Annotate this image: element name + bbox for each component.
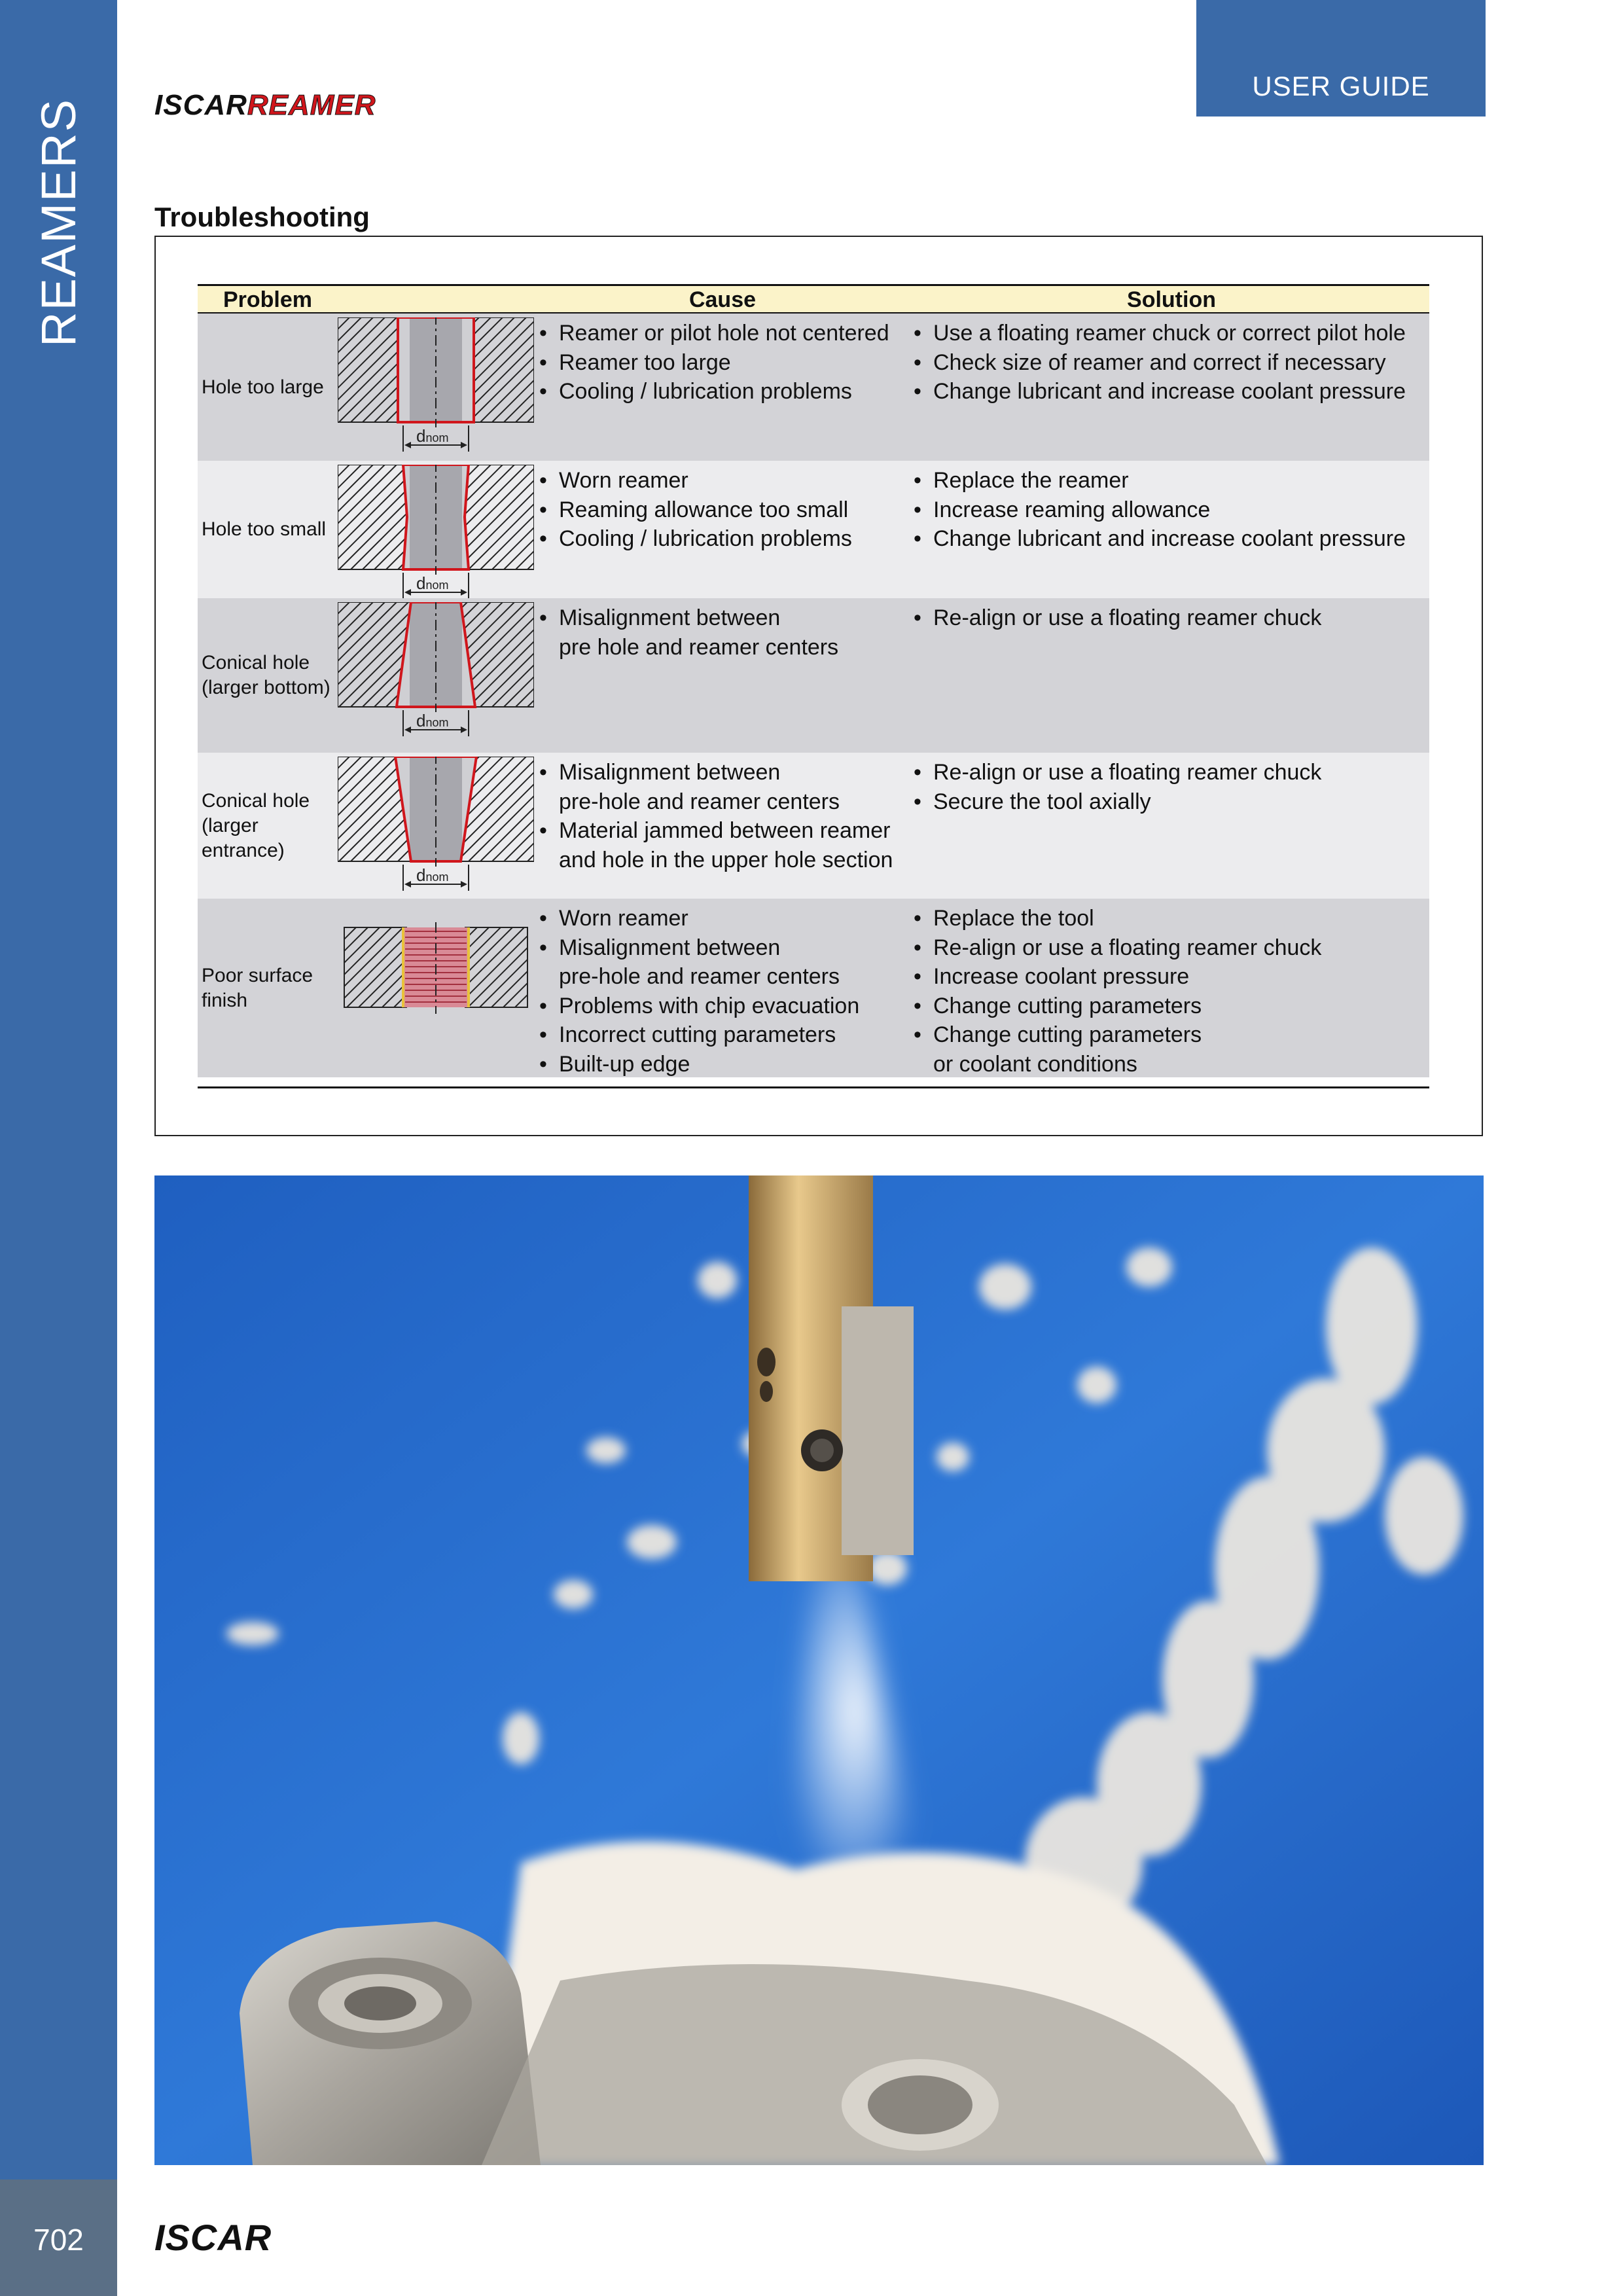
- bullet-icon: •: [539, 993, 547, 1018]
- header-cause: Cause: [688, 287, 757, 312]
- item-text: Check size of reamer and correct if necessary: [933, 350, 1386, 375]
- solution-list: [914, 319, 1429, 406]
- iscar-reamer-logo: ISCARREAMER: [154, 89, 376, 121]
- item-text: Built-up edge: [559, 1051, 690, 1077]
- header-problem: Problem: [223, 287, 313, 312]
- section-title: Troubleshooting: [154, 202, 370, 232]
- problem-line: Poor surface: [202, 965, 313, 986]
- item-text: or coolant conditions: [933, 1051, 1137, 1077]
- bullet-icon: •: [539, 497, 547, 522]
- problem-label: [202, 651, 330, 700]
- row-hole-too-small: [198, 461, 1429, 598]
- cause-list: [539, 319, 906, 406]
- bullet-icon: •: [539, 1051, 547, 1077]
- item-text: Reamer too large: [559, 350, 731, 375]
- bullet-icon: •: [914, 964, 921, 989]
- cause-list: [539, 904, 906, 1079]
- bullet-icon: •: [539, 906, 547, 931]
- item-text: pre-hole and reamer centers: [559, 789, 840, 814]
- solution-item: [914, 603, 1429, 633]
- cause-item: [539, 816, 906, 846]
- problem-line: entrance): [202, 840, 285, 861]
- d-nom-label: dnom: [416, 426, 449, 446]
- item-text: Incorrect cutting parameters: [559, 1022, 836, 1047]
- bullet-icon: •: [914, 350, 921, 375]
- item-text: Material jammed between reamer: [559, 818, 891, 843]
- cause-item: [539, 1050, 906, 1079]
- cause-list: [539, 466, 906, 554]
- item-text: pre-hole and reamer centers: [559, 964, 840, 989]
- user-guide-label: USER GUIDE: [1252, 71, 1430, 101]
- cause-item: [539, 603, 906, 633]
- header-solution: Solution: [1127, 287, 1216, 312]
- item-text: Change lubricant and increase coolant pressure: [933, 526, 1406, 551]
- bullet-icon: •: [914, 993, 921, 1018]
- item-text: Cooling / lubrication problems: [559, 526, 852, 551]
- item-text: Change lubricant and increase coolant pressure: [933, 379, 1406, 404]
- bullet-icon: •: [914, 321, 921, 346]
- bullet-icon: •: [539, 526, 547, 551]
- solution-item: [914, 992, 1429, 1021]
- item-text: Use a floating reamer chuck or correct pilot hole: [933, 321, 1406, 346]
- hole-too-small-diagram-icon: [338, 465, 534, 609]
- d-nom-label: dnom: [416, 573, 449, 593]
- item-text: Misalignment between: [559, 605, 781, 630]
- troubleshooting-table: [198, 284, 1429, 1077]
- cause-item: [539, 787, 906, 817]
- table-header: [198, 284, 1429, 314]
- cause-item: [539, 377, 906, 406]
- cause-item: [539, 319, 906, 348]
- bullet-icon: •: [539, 935, 547, 960]
- item-text: Misalignment between: [559, 760, 781, 785]
- footer-brand: ISCAR: [154, 2217, 272, 2258]
- cause-list: [539, 603, 906, 662]
- solution-item: [914, 787, 1429, 817]
- item-text: Change cutting parameters: [933, 993, 1202, 1018]
- reamer-coolant-photo-icon: [154, 1175, 1484, 2165]
- solution-item: [914, 758, 1429, 787]
- solution-item: [914, 962, 1429, 992]
- bullet-icon: •: [914, 468, 921, 493]
- cause-item: [539, 933, 906, 963]
- cause-item: [539, 524, 906, 554]
- bullet-icon: •: [539, 468, 547, 493]
- item-text: and hole in the upper hole section: [559, 847, 893, 872]
- d-nom-label: dnom: [416, 711, 449, 730]
- bullet-icon: •: [539, 379, 547, 404]
- item-text: Re-align or use a floating reamer chuck: [933, 935, 1322, 960]
- problem-label: [202, 789, 310, 863]
- problem-line: Hole too large: [202, 376, 324, 398]
- problem-line: Conical hole: [202, 652, 310, 673]
- problem-line: (larger: [202, 815, 259, 836]
- item-text: Cooling / lubrication problems: [559, 379, 852, 404]
- problem-label: [202, 963, 313, 1013]
- item-text: Secure the tool axially: [933, 789, 1151, 814]
- solution-item: [914, 933, 1429, 963]
- bullet-icon: •: [914, 526, 921, 551]
- solution-list: [914, 904, 1429, 1079]
- bullet-icon: •: [539, 760, 547, 785]
- row-conical-entrance: [198, 753, 1429, 899]
- solution-item: [914, 1050, 1429, 1079]
- item-text: Worn reamer: [559, 906, 688, 931]
- conical-hole-bottom-diagram-icon: [338, 602, 534, 746]
- solution-item: [914, 466, 1429, 495]
- problem-label: [202, 375, 324, 400]
- solution-list: [914, 603, 1429, 633]
- bullet-icon: •: [539, 605, 547, 630]
- bullet-icon: •: [914, 379, 921, 404]
- item-text: Worn reamer: [559, 468, 688, 493]
- bullet-icon: •: [914, 497, 921, 522]
- solution-list: [914, 758, 1429, 816]
- item-text: Replace the reamer: [933, 468, 1129, 493]
- reamer-coolant-photo: [154, 1175, 1484, 2165]
- cause-item: [539, 633, 906, 662]
- item-text: Reaming allowance too small: [559, 497, 849, 522]
- item-text: Misalignment between: [559, 935, 781, 960]
- cause-item: [539, 466, 906, 495]
- bullet-icon: •: [914, 760, 921, 785]
- row-conical-bottom: [198, 598, 1429, 753]
- problem-label: [202, 517, 326, 542]
- cause-item: [539, 904, 906, 933]
- item-text: Change cutting parameters: [933, 1022, 1202, 1047]
- solution-list: [914, 466, 1429, 554]
- solution-item: [914, 348, 1429, 378]
- cause-list: [539, 758, 906, 874]
- solution-item: [914, 904, 1429, 933]
- solution-item: [914, 319, 1429, 348]
- bullet-icon: •: [914, 789, 921, 814]
- problem-line: Conical hole: [202, 790, 310, 812]
- solution-item: [914, 377, 1429, 406]
- item-text: Re-align or use a floating reamer chuck: [933, 605, 1322, 630]
- item-text: Increase reaming allowance: [933, 497, 1211, 522]
- cause-item: [539, 758, 906, 787]
- cause-item: [539, 1020, 906, 1050]
- cause-item: [539, 348, 906, 378]
- problem-line: finish: [202, 990, 248, 1011]
- conical-hole-entrance-diagram-icon: [338, 757, 534, 901]
- hole-too-large-diagram-icon: [338, 317, 534, 461]
- cause-item: [539, 846, 906, 875]
- solution-item: [914, 495, 1429, 525]
- problem-line: Hole too small: [202, 518, 327, 540]
- item-text: pre hole and reamer centers: [559, 634, 839, 660]
- item-text: Reamer or pilot hole not centered: [559, 321, 889, 346]
- bullet-icon: •: [914, 605, 921, 630]
- item-text: Increase coolant pressure: [933, 964, 1190, 989]
- row-hole-too-large: [198, 314, 1429, 461]
- bullet-icon: •: [539, 818, 547, 843]
- cause-item: [539, 495, 906, 525]
- bullet-icon: •: [539, 1022, 547, 1047]
- problem-line: (larger bottom): [202, 677, 330, 698]
- solution-item: [914, 524, 1429, 554]
- row-poor-surface: [198, 899, 1429, 1077]
- bullet-icon: •: [914, 1022, 921, 1047]
- bullet-icon: •: [914, 935, 921, 960]
- bullet-icon: •: [539, 321, 547, 346]
- table-bottom-rule: [198, 1086, 1429, 1088]
- page-number: 702: [33, 2223, 84, 2257]
- solution-item: [914, 1020, 1429, 1050]
- d-nom-label: dnom: [416, 865, 449, 885]
- cause-item: [539, 962, 906, 992]
- bullet-icon: •: [914, 906, 921, 931]
- item-text: Problems with chip evacuation: [559, 993, 860, 1018]
- item-text: Replace the tool: [933, 906, 1094, 931]
- item-text: Re-align or use a floating reamer chuck: [933, 760, 1322, 785]
- bullet-icon: •: [539, 350, 547, 375]
- cause-item: [539, 992, 906, 1021]
- poor-surface-finish-diagram-icon: [338, 903, 534, 1047]
